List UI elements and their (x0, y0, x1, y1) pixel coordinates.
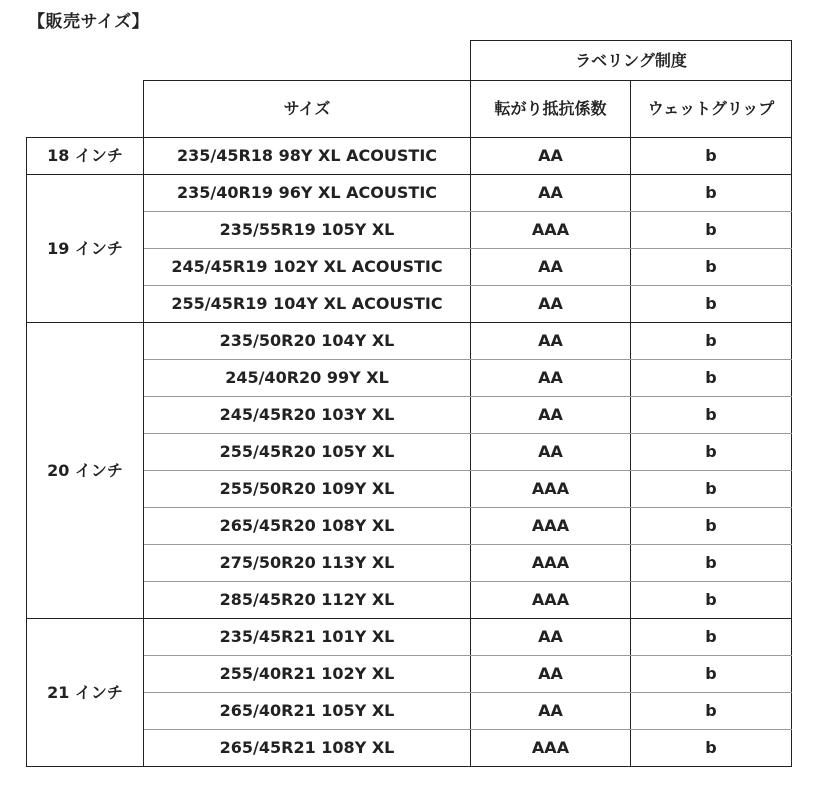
header-row-top (27, 41, 792, 81)
rolling-resistance-cell: AA (471, 249, 631, 286)
table-body (27, 138, 792, 767)
wet-grip-cell: b (631, 360, 792, 397)
rolling-resistance-cell: AA (471, 138, 631, 175)
rolling-resistance-cell: AAA (471, 212, 631, 249)
size-cell: 235/55R19 105Y XL (144, 212, 471, 249)
size-cell: 265/40R21 105Y XL (144, 693, 471, 730)
header-wet-grip: ウェットグリップ (631, 81, 792, 138)
rolling-resistance-cell: AA (471, 619, 631, 656)
size-cell: 285/45R20 112Y XL (144, 582, 471, 619)
wet-grip-cell: b (631, 545, 792, 582)
page-title: 【販売サイズ】 (28, 12, 150, 32)
table-row (27, 323, 792, 360)
rolling-resistance-cell: AA (471, 434, 631, 471)
wet-grip-cell: b (631, 286, 792, 323)
wet-grip-cell: b (631, 434, 792, 471)
rolling-resistance-cell: AA (471, 397, 631, 434)
rolling-resistance-cell: AA (471, 693, 631, 730)
size-cell: 235/45R18 98Y XL ACOUSTIC (144, 138, 471, 175)
wet-grip-cell: b (631, 693, 792, 730)
size-cell: 245/45R19 102Y XL ACOUSTIC (144, 249, 471, 286)
wet-grip-cell: b (631, 471, 792, 508)
rolling-resistance-cell: AA (471, 360, 631, 397)
wet-grip-cell: b (631, 582, 792, 619)
rolling-resistance-cell: AA (471, 286, 631, 323)
wet-grip-cell: b (631, 175, 792, 212)
rolling-resistance-cell: AA (471, 175, 631, 212)
wet-grip-cell: b (631, 212, 792, 249)
wet-grip-cell: b (631, 138, 792, 175)
wet-grip-cell: b (631, 730, 792, 767)
header-labeling: ラベリング制度 (471, 41, 792, 81)
size-cell: 255/45R19 104Y XL ACOUSTIC (144, 286, 471, 323)
header-row-columns (27, 81, 792, 138)
wet-grip-cell: b (631, 619, 792, 656)
table-row (27, 138, 792, 175)
size-cell: 235/40R19 96Y XL ACOUSTIC (144, 175, 471, 212)
wet-grip-cell: b (631, 323, 792, 360)
rolling-resistance-cell: AAA (471, 508, 631, 545)
rolling-resistance-cell: AAA (471, 545, 631, 582)
size-cell: 255/50R20 109Y XL (144, 471, 471, 508)
header-rolling-resistance: 転がり抵抗係数 (471, 81, 631, 138)
wet-grip-cell: b (631, 656, 792, 693)
size-cell: 235/45R21 101Y XL (144, 619, 471, 656)
inch-group-label: 21 インチ (27, 619, 144, 767)
size-cell: 265/45R21 108Y XL (144, 730, 471, 767)
size-cell: 245/40R20 99Y XL (144, 360, 471, 397)
size-cell: 275/50R20 113Y XL (144, 545, 471, 582)
header-inch-blank (27, 81, 144, 138)
size-spec-table (26, 40, 792, 767)
wet-grip-cell: b (631, 508, 792, 545)
header-blank (27, 41, 471, 81)
rolling-resistance-cell: AAA (471, 471, 631, 508)
size-cell: 245/45R20 103Y XL (144, 397, 471, 434)
rolling-resistance-cell: AAA (471, 582, 631, 619)
size-cell: 255/40R21 102Y XL (144, 656, 471, 693)
size-cell: 235/50R20 104Y XL (144, 323, 471, 360)
header-size: サイズ (144, 81, 471, 138)
inch-group-label: 20 インチ (27, 323, 144, 619)
rolling-resistance-cell: AA (471, 656, 631, 693)
size-cell: 255/45R20 105Y XL (144, 434, 471, 471)
size-cell: 265/45R20 108Y XL (144, 508, 471, 545)
table-row (27, 619, 792, 656)
inch-group-label: 19 インチ (27, 175, 144, 323)
wet-grip-cell: b (631, 249, 792, 286)
inch-group-label: 18 インチ (27, 138, 144, 175)
table-row (27, 175, 792, 212)
wet-grip-cell: b (631, 397, 792, 434)
rolling-resistance-cell: AA (471, 323, 631, 360)
rolling-resistance-cell: AAA (471, 730, 631, 767)
